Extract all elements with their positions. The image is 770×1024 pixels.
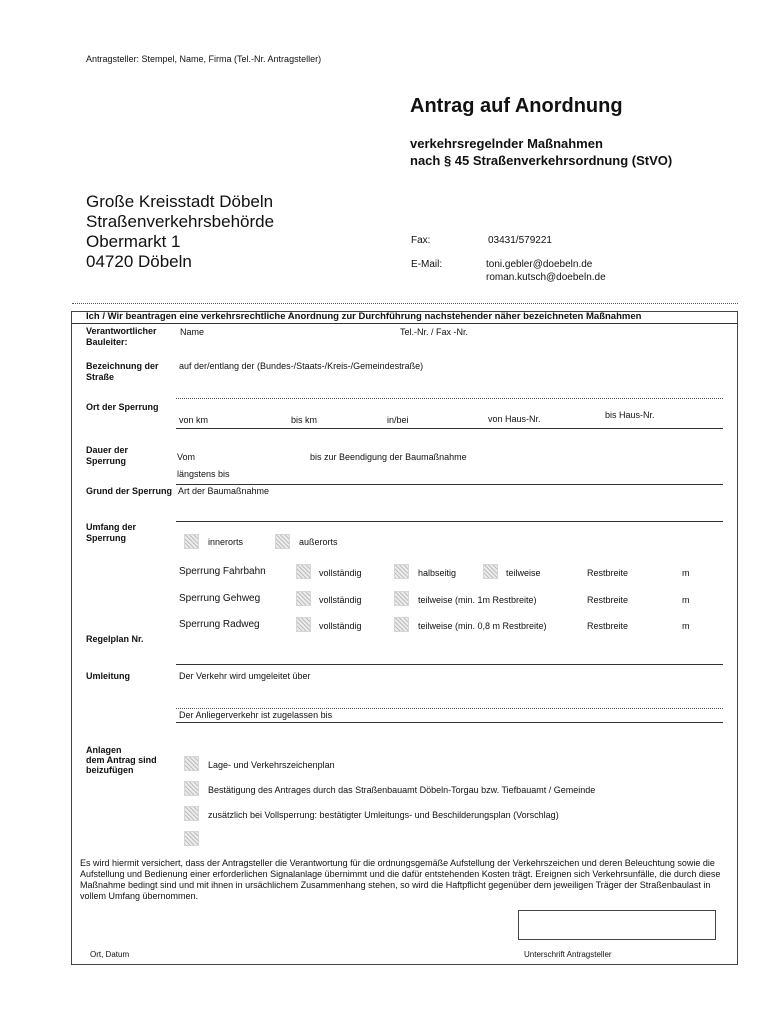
form-subtitle-1: verkehrsregelnder Maßnahmen xyxy=(410,136,603,151)
anliegerverkehr-field[interactable]: Der Anliegerverkehr ist zugelassen bis xyxy=(179,710,333,720)
email-link-2[interactable]: roman.kutsch@doebeln.de xyxy=(486,272,606,283)
email-label: E-Mail: xyxy=(411,259,443,270)
dauer-beendigung-option[interactable]: bis zur Beendigung der Baumaßnahme xyxy=(310,452,467,462)
ausserorts-checkbox[interactable] xyxy=(275,534,290,549)
gehweg-vollstaendig-label: vollständig xyxy=(319,595,362,605)
anliegerverkehr-rule xyxy=(176,722,723,723)
strasse-rule xyxy=(176,398,723,399)
strasse-label-2: Straße xyxy=(86,372,115,382)
bis-haus-nr-field[interactable]: bis Haus-Nr. xyxy=(605,410,655,420)
anlage-bestaetigung-label: Bestätigung des Antrages durch das Straßenbauamt Döbeln-Torgau bzw. Tiefbauamt / Gemeinde xyxy=(208,785,596,795)
anlagen-label-3: beizufügen xyxy=(86,765,134,775)
radweg-restbreite-field[interactable]: Restbreite xyxy=(587,621,629,631)
anlage-extra-checkbox[interactable] xyxy=(184,831,199,846)
anlagen-label-2: dem Antrag sind xyxy=(86,755,157,765)
regelplan-rule xyxy=(176,664,723,665)
form-top-rule xyxy=(72,303,738,304)
regelplan-label: Regelplan Nr. xyxy=(86,634,144,644)
form-heading-rule xyxy=(72,323,737,324)
ort-label: Ort der Sperrung xyxy=(86,402,159,412)
strasse-field[interactable]: auf der/entlang der (Bundes-/Staats-/Kreis-/Gemeindestraße) xyxy=(179,361,424,371)
signature-box[interactable] xyxy=(518,910,716,940)
bauleiter-name-field[interactable]: Name xyxy=(180,327,205,337)
fahrbahn-vollstaendig-checkbox[interactable] xyxy=(296,564,311,579)
von-km-field[interactable]: von km xyxy=(179,415,209,425)
grund-rule xyxy=(176,521,723,522)
fax-value: 03431/579221 xyxy=(488,235,552,246)
umleitung-label: Umleitung xyxy=(86,671,130,681)
ort-datum-label: Ort, Datum xyxy=(90,950,130,959)
dauer-laengstens-field[interactable]: längstens bis xyxy=(177,469,230,479)
unterschrift-label: Unterschrift Antragsteller xyxy=(524,950,612,959)
declaration-line-3: Maßnahme bedingt sind und mit ihnen in ursächlichem Zusammenhang stehen, so wird die Haftpflicht gegenüber dem jeweiligen Träger der Straßenbaulast in xyxy=(80,880,711,890)
innerorts-label: innerorts xyxy=(208,537,244,547)
fahrbahn-teilweise-label: teilweise xyxy=(506,568,541,578)
form-heading: Ich / Wir beantragen eine verkehrsrechtliche Anordnung zur Durchführung nachstehender näher bezeichneten Maßnahmen xyxy=(86,311,642,322)
fahrbahn-restbreite-field[interactable]: Restbreite xyxy=(587,568,629,578)
radweg-vollstaendig-checkbox[interactable] xyxy=(296,617,311,632)
innerorts-checkbox[interactable] xyxy=(184,534,199,549)
fax-label: Fax: xyxy=(411,235,431,246)
gehweg-vollstaendig-checkbox[interactable] xyxy=(296,591,311,606)
radweg-teilweise-checkbox[interactable] xyxy=(394,617,409,632)
applicant-line: Antragsteller: Stempel, Name, Firma (Tel.-Nr. Antragsteller) xyxy=(86,54,322,64)
fahrbahn-halbseitig-checkbox[interactable] xyxy=(394,564,409,579)
authority-street: Obermarkt 1 xyxy=(86,232,181,251)
authority-department: Straßenverkehrsbehörde xyxy=(86,212,275,231)
authority-name: Große Kreisstadt Döbeln xyxy=(86,192,274,211)
radweg-vollstaendig-label: vollständig xyxy=(319,621,362,631)
dauer-label-2: Sperrung xyxy=(86,456,127,466)
anlage-umleitungsplan-checkbox[interactable] xyxy=(184,806,199,821)
form-subtitle-2: nach § 45 Straßenverkehrsordnung (StVO) xyxy=(410,153,673,168)
ort-rule xyxy=(176,428,723,429)
in-bei-field[interactable]: in/bei xyxy=(387,415,409,425)
anlagen-label-1: Anlagen xyxy=(86,745,122,755)
bauleiter-tel-field[interactable]: Tel.-Nr. / Fax -Nr. xyxy=(400,327,469,337)
grund-art-field[interactable]: Art der Baumaßnahme xyxy=(178,486,270,496)
umfang-label-2: Sperrung xyxy=(86,533,127,543)
fahrbahn-halbseitig-label: halbseitig xyxy=(418,568,457,578)
gehweg-teilweise-label: teilweise (min. 1m Restbreite) xyxy=(418,595,537,605)
dauer-label-1: Dauer der xyxy=(86,445,129,455)
sperrung-radweg-label: Sperrung Radweg xyxy=(179,619,260,630)
anlage-bestaetigung-checkbox[interactable] xyxy=(184,781,199,796)
sperrung-fahrbahn-label: Sperrung Fahrbahn xyxy=(179,566,266,577)
gehweg-unit: m xyxy=(682,595,690,605)
sperrung-gehweg-label: Sperrung Gehweg xyxy=(179,593,261,604)
anlage-lageplan-label: Lage- und Verkehrszeichenplan xyxy=(208,760,335,770)
dauer-vom-field[interactable]: Vom xyxy=(177,452,196,462)
fahrbahn-unit: m xyxy=(682,568,690,578)
declaration-line-1: Es wird hiermit versichert, dass der Antragsteller die Verantwortung für die ordnungsgemäße Aufstellung der Verkehrszeichen und deren Beleuchtung sowie die xyxy=(80,858,715,868)
radweg-teilweise-label: teilweise (min. 0,8 m Restbreite) xyxy=(418,621,547,631)
gehweg-restbreite-field[interactable]: Restbreite xyxy=(587,595,629,605)
dauer-rule xyxy=(176,484,723,485)
form-title: Antrag auf Anordnung xyxy=(410,95,623,117)
ausserorts-label: außerorts xyxy=(299,537,338,547)
anlage-lageplan-checkbox[interactable] xyxy=(184,756,199,771)
umleitung-route-field[interactable]: Der Verkehr wird umgeleitet über xyxy=(179,671,311,681)
declaration-line-2: Aufstellung und Bedienung einer erforderlichen Signalanlage übernimmt und die dafür entstehenden Kosten trägt. Ereignen sich Verkehrsunfälle, die durch diese xyxy=(80,869,721,879)
authority-city: 04720 Döbeln xyxy=(86,252,192,271)
bauleiter-label-2: Bauleiter: xyxy=(86,337,128,347)
declaration-line-4: vollem Umfang übernommen. xyxy=(80,891,199,901)
anlage-umleitungsplan-label: zusätzlich bei Vollsperrung: bestätigter Umleitungs- und Beschilderungsplan (Vorschlag) xyxy=(208,810,559,820)
von-haus-nr-field[interactable]: von Haus-Nr. xyxy=(488,414,541,424)
gehweg-teilweise-checkbox[interactable] xyxy=(394,591,409,606)
radweg-unit: m xyxy=(682,621,690,631)
umleitung-rule xyxy=(176,708,723,709)
email-link-1[interactable]: toni.gebler@doebeln.de xyxy=(486,259,593,270)
bauleiter-label-1: Verantwortlicher xyxy=(86,326,157,336)
strasse-label-1: Bezeichnung der xyxy=(86,361,159,371)
grund-label: Grund der Sperrung xyxy=(86,486,173,496)
fahrbahn-teilweise-checkbox[interactable] xyxy=(483,564,498,579)
umfang-label-1: Umfang der xyxy=(86,522,137,532)
fahrbahn-vollstaendig-label: vollständig xyxy=(319,568,362,578)
bis-km-field[interactable]: bis km xyxy=(291,415,318,425)
